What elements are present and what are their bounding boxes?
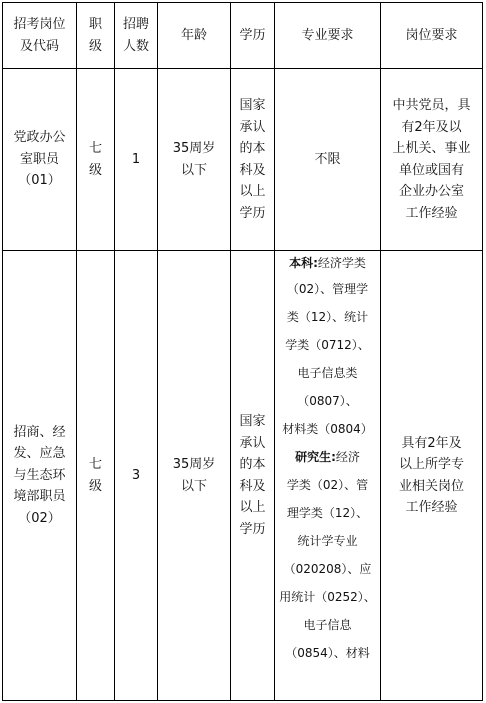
row1-major <box>275 69 380 250</box>
row2-position-line4: 境部职员 <box>13 489 66 505</box>
row2-requirement <box>381 251 482 700</box>
header-major-label: 专业要求 <box>301 28 354 43</box>
row1-count-value: 1 <box>131 152 141 167</box>
row1-age-line1: 35周岁 <box>172 141 216 156</box>
row2-position-line1: 招商、经 <box>13 424 66 440</box>
row1-age <box>158 69 230 250</box>
row2-requirement-line1: 具有2年及 <box>401 435 462 451</box>
row2-level-line2: 级 <box>88 478 102 494</box>
header-requirement-label: 岗位要求 <box>405 28 458 43</box>
header-position-line1: 招考岗位 <box>13 16 66 32</box>
row2-position-line3: 与生态环 <box>13 467 66 483</box>
row1-education-line3: 的本 <box>239 141 266 156</box>
header-count-line1: 招聘 <box>122 16 149 32</box>
row1-level-line2: 级 <box>88 162 102 178</box>
header-age-label: 年龄 <box>180 28 207 43</box>
table-border-bottom <box>2 700 483 701</box>
row1-position-line1: 党政办公 <box>13 130 66 146</box>
row1-position-line3: （01） <box>18 173 61 189</box>
row1-major-value: 不限 <box>314 152 341 167</box>
grad-label: 研究生: <box>295 449 336 464</box>
row2-major-line-b7: （0854）、材料 <box>285 645 370 660</box>
header-level <box>77 3 114 68</box>
row1-requirement-line2: 有2年及以 <box>401 119 462 135</box>
row2-major-line-b5: 用统计（0252）、 <box>279 589 376 604</box>
row1-education <box>231 69 274 250</box>
row2-age <box>158 251 230 700</box>
header-count <box>115 3 157 68</box>
row1-age-line2: 以下 <box>180 162 207 178</box>
row2-level <box>77 251 114 700</box>
row1-level-line1: 七 <box>88 141 102 156</box>
row2-major-line-b6: 电子信息 <box>303 617 352 632</box>
row2-position <box>3 251 76 700</box>
row1-education-line6: 学历 <box>239 205 266 221</box>
row1-requirement-line1: 中共党员，具 <box>392 98 471 113</box>
row1-education-line4: 科及 <box>239 162 266 178</box>
row2-education-line1: 国家 <box>239 414 266 429</box>
header-position-line2: 及代码 <box>19 38 59 54</box>
row1-position-line2: 室职员 <box>19 151 59 167</box>
row2-major-line-b2: 理学类（12）、 <box>286 505 369 520</box>
row2-education-line4: 科及 <box>239 478 266 494</box>
row2-major-line-a1: （02）、管理学 <box>286 281 369 296</box>
row2-major <box>275 251 380 700</box>
row1-position <box>3 69 76 250</box>
row1-requirement-line6: 工作经验 <box>405 205 458 221</box>
undergrad-label: 本科: <box>289 256 318 270</box>
row1-level <box>77 69 114 250</box>
row2-position-line5: （02） <box>18 510 61 526</box>
row2-major-line-a6: 材料类（0804） <box>282 421 373 436</box>
row1-requirement <box>381 69 482 250</box>
row1-count <box>115 69 157 250</box>
row1-education-line2: 承认 <box>239 119 266 135</box>
row2-requirement-line2: 以上所学专 <box>398 457 464 472</box>
header-level-line2: 级 <box>88 38 102 54</box>
row2-age-line2: 以下 <box>180 478 207 494</box>
header-count-line2: 人数 <box>122 38 149 54</box>
row1-requirement-line3: 上机关、事业 <box>392 141 471 156</box>
row2-major-line-a2: 类（12）、统计 <box>286 309 369 324</box>
undergrad-first: 经济学类 <box>317 256 366 270</box>
row1-education-line1: 国家 <box>239 98 266 113</box>
row2-requirement-line4: 工作经验 <box>405 500 458 515</box>
header-major <box>275 3 380 68</box>
row2-requirement-line3: 业相关岗位 <box>398 478 464 494</box>
header-requirement <box>381 3 482 68</box>
row2-education-line5: 以上 <box>239 500 266 515</box>
row1-requirement-line5: 企业办公室 <box>398 184 464 199</box>
row2-major-line-b3: 统计学专业 <box>297 533 358 548</box>
row2-major-undergrad-line <box>289 253 366 275</box>
row2-major-grad-line <box>295 443 360 471</box>
row2-level-line1: 七 <box>88 457 102 472</box>
row2-count <box>115 251 157 700</box>
row1-requirement-line4: 单位或国有 <box>398 162 464 178</box>
row2-age-line1: 35周岁 <box>172 457 216 472</box>
grad-first: 经济 <box>335 449 360 464</box>
row2-education <box>231 251 274 700</box>
row2-education-line3: 的本 <box>239 457 266 472</box>
row2-major-line-b1: 学类（02）、管 <box>286 477 369 492</box>
row1-education-line5: 以上 <box>239 184 266 199</box>
header-education <box>231 3 274 68</box>
header-age <box>158 3 230 68</box>
row2-position-line2: 发、应急 <box>13 446 66 462</box>
row2-major-line-a3: 学类（0712）、 <box>285 337 370 352</box>
row2-major-line-a4: 电子信息类 <box>297 365 358 380</box>
row2-education-line6: 学历 <box>239 521 266 537</box>
row2-major-line-a5: （0807）、 <box>297 393 358 408</box>
table-border-right <box>482 2 483 701</box>
row2-count-value: 3 <box>131 468 141 483</box>
header-education-label: 学历 <box>239 28 266 43</box>
header-level-line1: 职 <box>88 16 102 32</box>
row2-education-line2: 承认 <box>239 435 266 451</box>
header-position <box>3 3 76 68</box>
row2-major-line-b4: （020208）、应 <box>283 561 372 576</box>
